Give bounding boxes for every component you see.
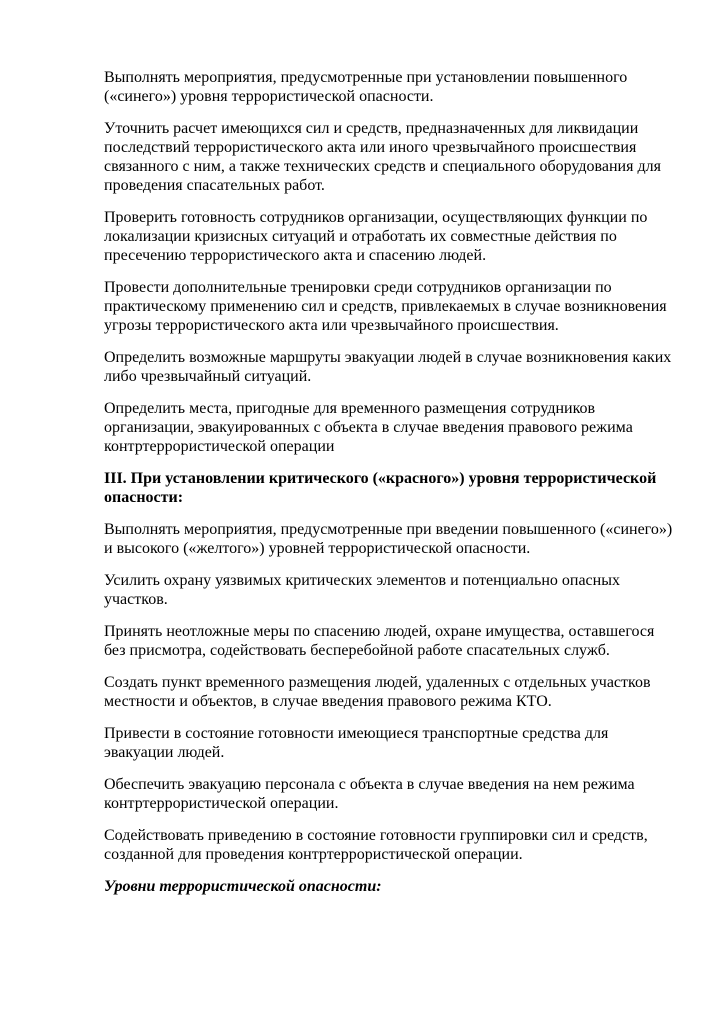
paragraph-transport-readiness: Привести в состояние готовности имеющиеся транспортные средства для эвакуации людей. xyxy=(104,725,609,761)
section-heading-critical-level: III. При установлении критического («красного») уровня террористической опасности: xyxy=(104,470,657,506)
paragraph-strengthen-protection: Усилить охрану уязвимых критических элементов и потенциально опасных участков. xyxy=(104,572,620,608)
paragraph-staff-readiness: Проверить готовность сотрудников организации, осуществляющих функции по локализации кризисных ситуаций и отработать их совместные действия по пресечению террористического акта и спасению людей. xyxy=(104,209,648,264)
paragraph-support-forces: Содействовать приведению в состояние готовности группировки сил и средств, созданной для проведения контртеррористической операции. xyxy=(104,827,648,863)
paragraph-additional-training: Провести дополнительные тренировки среди сотрудников организации по практическому применению сил и средств, привлекаемых в случае возникновения угрозы террористического акта или чрезвычайного происшествия. xyxy=(104,279,667,334)
paragraph-blue-level-measures: Выполнять мероприятия, предусмотренные при установлении повышенного («синего») уровня террористической опасности. xyxy=(104,69,628,105)
paragraph-personnel-evacuation: Обеспечить эвакуацию персонала с объекта в случае введения на нем режима контртеррористической операции. xyxy=(104,776,635,812)
paragraph-temporary-point: Создать пункт временного размещения людей, удаленных с отдельных участков местности и объектов, в случае введения правового режима КТО. xyxy=(104,674,651,710)
levels-heading: Уровни террористической опасности: xyxy=(104,878,382,895)
paragraph-evacuation-routes: Определить возможные маршруты эвакуации людей в случае возникновения каких либо чрезвычайный ситуаций. xyxy=(104,349,672,385)
paragraph-prior-level-measures: Выполнять мероприятия, предусмотренные при введении повышенного («синего») и высокого («желтого») уровней террористической опасности. xyxy=(104,521,673,557)
paragraph-urgent-rescue: Принять неотложные меры по спасению людей, охране имущества, оставшегося без присмотра, содействовать бесперебойной работе спасательных служб. xyxy=(104,623,655,659)
paragraph-temporary-placement: Определить места, пригодные для временного размещения сотрудников организации, эвакуированных с объекта в случае введения правового режима контртеррористической операции xyxy=(104,400,633,455)
document-body xyxy=(104,68,679,909)
paragraph-forces-calculation: Уточнить расчет имеющихся сил и средств, предназначенных для ликвидации последствий террористического акта или иного чрезвычайного происшествия связанного с ним, а также технических средств и специального оборудования для проведения спасательных работ. xyxy=(104,120,661,194)
